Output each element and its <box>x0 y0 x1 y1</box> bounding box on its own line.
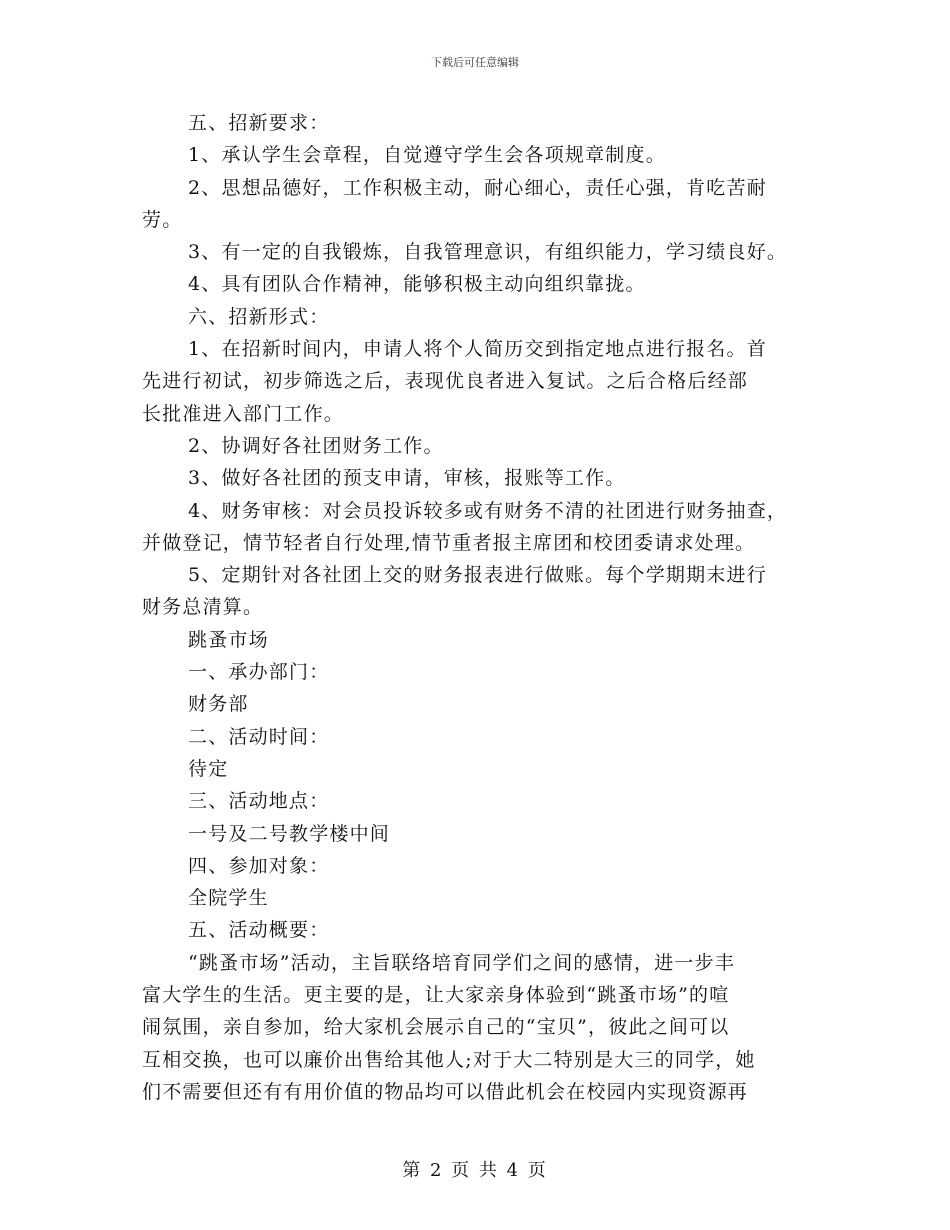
text-line: 一号及二号教学楼中间 <box>188 822 391 845</box>
text-line: 六、招新形式： <box>188 305 330 328</box>
text-line: 3、有一定的自我锻炼，自我管理意识，有组织能力，学习绩良好。 <box>188 241 788 264</box>
text-line: 们不需要但还有有用价值的物品均可以借此机会在校园内实现资源再 <box>142 1080 749 1103</box>
text-line: 财务总清算。 <box>142 596 264 619</box>
text-line: 财务部 <box>188 693 249 716</box>
text-line: 富大学生的生活。更主要的是，让大家亲身体验到“跳蚤市场”的喧 <box>142 984 730 1007</box>
page-header: 下载后可任意编辑 <box>431 56 519 69</box>
document-body <box>142 107 832 1108</box>
text-line: 互相交换，也可以廉价出售给其他人;对于大二特别是大三的同学，她 <box>142 1048 756 1071</box>
text-line: 劳。 <box>142 208 183 231</box>
text-line: 五、招新要求： <box>188 112 330 134</box>
text-line: 一、承办部门： <box>188 661 330 684</box>
page-footer: 第 2 页 共 4 页 <box>402 1160 548 1181</box>
text-line: 跳蚤市场 <box>188 628 269 651</box>
text-line: 先进行初试，初步筛选之后，表现优良者进入复试。之后合格后经部 <box>142 370 749 393</box>
text-line: “跳蚤市场”活动，主旨联络培育同学们之间的感情，进一步丰 <box>188 951 736 974</box>
text-line: 待定 <box>188 757 229 780</box>
text-line: 5、定期针对各社团上交的财务报表进行做账。每个学期期末进行 <box>188 564 767 587</box>
text-line: 3、做好各社团的预支申请，审核，报账等工作。 <box>188 467 626 490</box>
text-line: 三、活动地点： <box>188 790 330 813</box>
text-line: 1、在招新时间内，申请人将个人简历交到指定地点进行报名。首 <box>188 338 767 361</box>
text-line: 五、活动概要： <box>188 919 330 942</box>
text-line: 4、具有团队合作精神，能够积极主动向组织靠拢。 <box>188 273 646 296</box>
text-line: 2、协调好各社团财务工作。 <box>188 434 444 457</box>
text-line: 二、活动时间： <box>188 725 330 748</box>
text-line: 4、财务审核：对会员投诉较多或有财务不清的社团进行财务抽查， <box>188 499 788 522</box>
text-line: 2、思想品德好，工作积极主动，耐心细心，责任心强，肯吃苦耐 <box>188 176 767 199</box>
text-line: 长批准进入部门工作。 <box>142 402 345 425</box>
text-line: 1、承认学生会章程，自觉遵守学生会各项规章制度。 <box>188 144 666 167</box>
text-line: 并做登记，情节轻者自行处理,情节重者报主席团和校团委请求处理。 <box>142 531 756 554</box>
text-line: 全院学生 <box>188 887 269 910</box>
text-line: 四、参加对象： <box>188 854 330 877</box>
text-line: 闹氛围，亲自参加，给大家机会展示自己的“宝贝”，彼此之间可以 <box>142 1016 730 1039</box>
